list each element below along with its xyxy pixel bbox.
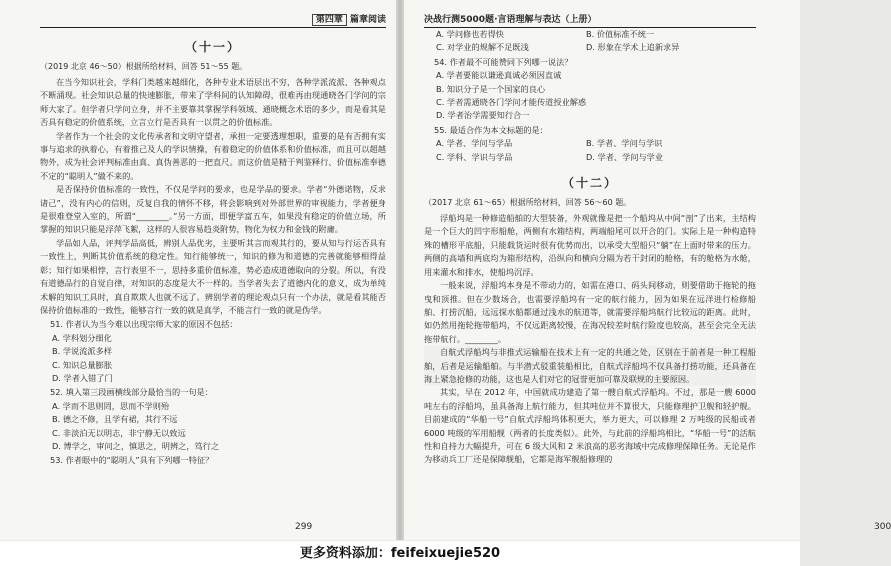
question-55: 55. 最适合作为本文标题的是： <box>434 124 548 135</box>
option: B. 德之不修，且学有裙，其行不远 <box>52 414 178 425</box>
paragraph: 学品如人品，评判学品高低，辨别人品优劣，主要听其言而观其行的，要从知与行运否具有一致性上，判断其价值系统的稳定性。知行能够统一，知识的修为和道德的完善就能够相得益彰；知行如果相悖，言行表里不一，思持多重价值标准，势必造成道德取向的分裂。所以，有没有道德品行的自觉自律，对知识的态度是大不一样的。当学者失去了道德内化的意义，成为单纯术解的知识工具时，真自欺欺人也就不远了。辨别学者的理论观点只有一个办法，就是看其能否保持价值标准的一致性，能够言行一致的就是真学，不能言行一致的就是伪学。 <box>40 237 386 315</box>
option-row <box>436 151 756 164</box>
option: A. 学科划分细化 <box>52 332 112 343</box>
option: A. 学而不思则罔，思而不学则殆 <box>52 400 170 411</box>
page-number-left: 299 <box>295 522 313 532</box>
option: C. 知识总量膨胀 <box>52 359 113 370</box>
series-title: 决战行测5000题 <box>424 15 495 25</box>
paragraph: 其实，早在 2012 年，中国就成功建造了第一艘自航式浮船坞。不过，那是一艘 6000 吨左右的浮船坞，虽具备海上航行能力，但其吨位并不算很大，只能修理护卫舰和轻护舰。目前建成的“华船一号”自航式浮船坞体积更大，举力更大，可以修理 2 万吨级的民船或者 6000 吨级的军用船舰（两者的长度类似）。此外，与此前的浮船坞相比，“华船一号”的活航性和自持力大幅提升，可在 6 级大风和 2 米浪高的恶劣海域中完成修理保障任务。无论是作为移动兵工厂还是保障舰船，它都是海军舰船修理的 <box>424 387 756 465</box>
footer-ad-text: 更多资料添加：feifeixuejie520 <box>0 541 800 566</box>
paragraph: 是否保持价值标准的一致性，不仅是学问的要求，也是学品的要求。学者“外德诺物，反求诸己”，没有内心的信则，反复自我的情怀不移，将会影响到对外部世界的审视能力，学者便身是很难登堂入室的，所谓“________。”另一方面，即便学富五车，如果没有稳定的价值立场，所掌握的知识只能是浮萍飞絮，这样的人很容易趋炎附势，物化为权力和金钱的附庸。 <box>40 184 386 235</box>
option: A. 学问修也若得快 <box>436 29 504 39</box>
passage-intro: （2019 北京 46～50）根据所给材料，回答 51～55 题。 <box>40 62 248 71</box>
option: C. 学者需通晓各门学问才能传道授业解惑 <box>436 97 587 108</box>
paragraph: 在当今知识社会，学科门类越来越细化，各种专业术语层出不穷，各种学派流派、各种观点不断涌现。社会知识总量的快速膨胀，带来了学科间的认知障碍，很难再由现通晓各门学问的宗师大家了。但学者只学问立身，并不主要靠其掌握学科领域、通晓概念术语的多少，而是看其是否具有稳定的价值系统，立言立行是否具有一以贯之的价值标准。 <box>40 77 386 128</box>
question-51: 51. 作者认为当今难以出现宗师大家的原因不包括： <box>50 319 238 330</box>
option: B. 价值标准不统一 <box>586 29 655 39</box>
option-row <box>436 41 756 54</box>
paragraph: 自航式浮船坞与非推式运输船在技术上有一定的共通之处，区别在于前者是一种工程船舶，后者是运输船舶。与半潜式驳重装船相比，自航式浮船坞不仅具备打捞功能，还具备在海上紧急抢修的功能，这也是人们对它的冠誉更加可靠及联规的主要原因。 <box>424 346 756 386</box>
option: D. 形象在学术上追新求异 <box>586 42 680 53</box>
option: B. 学者、学问与学识 <box>586 138 663 149</box>
option: B. 学说流派多样 <box>52 346 112 357</box>
running-head-chapter-label <box>312 12 386 25</box>
section-title: （十二） <box>561 176 618 191</box>
chapter-title: 篇章阅读 <box>349 15 386 25</box>
paragraph: 一般来说，浮船坞本身是不带动力的，如需在港口、码头间移动，则要借助于拖轮的拖曳和顶推。但在少数场合，也需要浮船坞有一定的航行能力，因为如果在远洋进行检修船舶、打捞沉船，远远探水船都通过浅水的航道等，就需要浮船坞航行比较远的距离。此时，如仍然用拖轮拖带船坞，不仅远距离较慢，在海况较差时航行险度也较高，甚至会完全无法拖带航行。________。 <box>424 280 756 344</box>
option: D. 学者治学需要知行合一 <box>436 110 530 121</box>
option: D. 学者入错了门 <box>52 372 113 383</box>
option: A. 学者要能以谦逊真诚必须因直诚 <box>436 70 562 81</box>
running-head-left <box>40 8 386 28</box>
question-52: 52. 填入第三段画横线部分最恰当的一句是： <box>50 387 213 398</box>
option: B. 知识分子是一个国家的良心 <box>436 83 546 94</box>
option: A. 学者、学问与学品 <box>436 138 513 149</box>
chapter-badge: 第四章 <box>312 14 347 26</box>
option: D. 学者、学问与学业 <box>586 151 664 162</box>
running-head-right <box>424 8 756 28</box>
paragraph: 学者作为一个社会的文化传承者和文明守望者，承担一定要透理想职，重要的是有否拥有实事与追求的执着心，有着推己及人的学识情操，有着稳定的价值体系和价值标准，而且可以超越物外，成为社会评判标准由真、真伪善恶的一把直尺。而这价值是精于判鉴释行、价值标准奉德不定的“聪明人”做不来的。 <box>40 130 386 181</box>
question-53: 53. 作者眼中的“聪明人”具有下列哪一特征？ <box>50 455 214 466</box>
question-54: 54. 作者最不可能赞同下列哪一说法？ <box>434 56 573 67</box>
option-row <box>436 28 756 41</box>
left-page <box>0 0 396 540</box>
option: C. 对学业的规解不足既浅 <box>436 42 529 53</box>
option-row <box>436 137 756 150</box>
passage-intro: （2017 北京 61～65）根据所给材料，回答 56～60 题。 <box>424 198 632 208</box>
option: D. 博学之，审问之，慎思之，明辨之，笃行之 <box>52 440 220 451</box>
page-number-right: 300 <box>874 522 891 532</box>
option: C. 非淡泊无以明志，非宁静无以致远 <box>52 427 186 438</box>
book-gutter <box>396 0 404 540</box>
running-head-series <box>424 12 596 25</box>
option: C. 学科、学识与学品 <box>436 151 513 162</box>
section-title: （十一） <box>184 40 241 54</box>
series-subtitle: ·言语理解与表达（上册） <box>494 15 597 25</box>
right-page <box>404 0 891 540</box>
paragraph: 浮船坞是一种修造船舶的大型装备，外观就像是把一个船坞从中间“剖”了出来，主结构是一个巨大的凹字形船舱，两侧有水箱结构，两端船尾可以开合的门。实际上是一种构造特殊的槽形平底船，只能载货运时很有优势而出，以承受大型船只“躺”在上面时带来的压力。两侧的高墙和两底均为箱形结构，沿纵向和横向分隔为若干封闭的舱格，有的舱格为水舱，用来灌水和排水，使船坞沉浮。 <box>424 213 756 277</box>
